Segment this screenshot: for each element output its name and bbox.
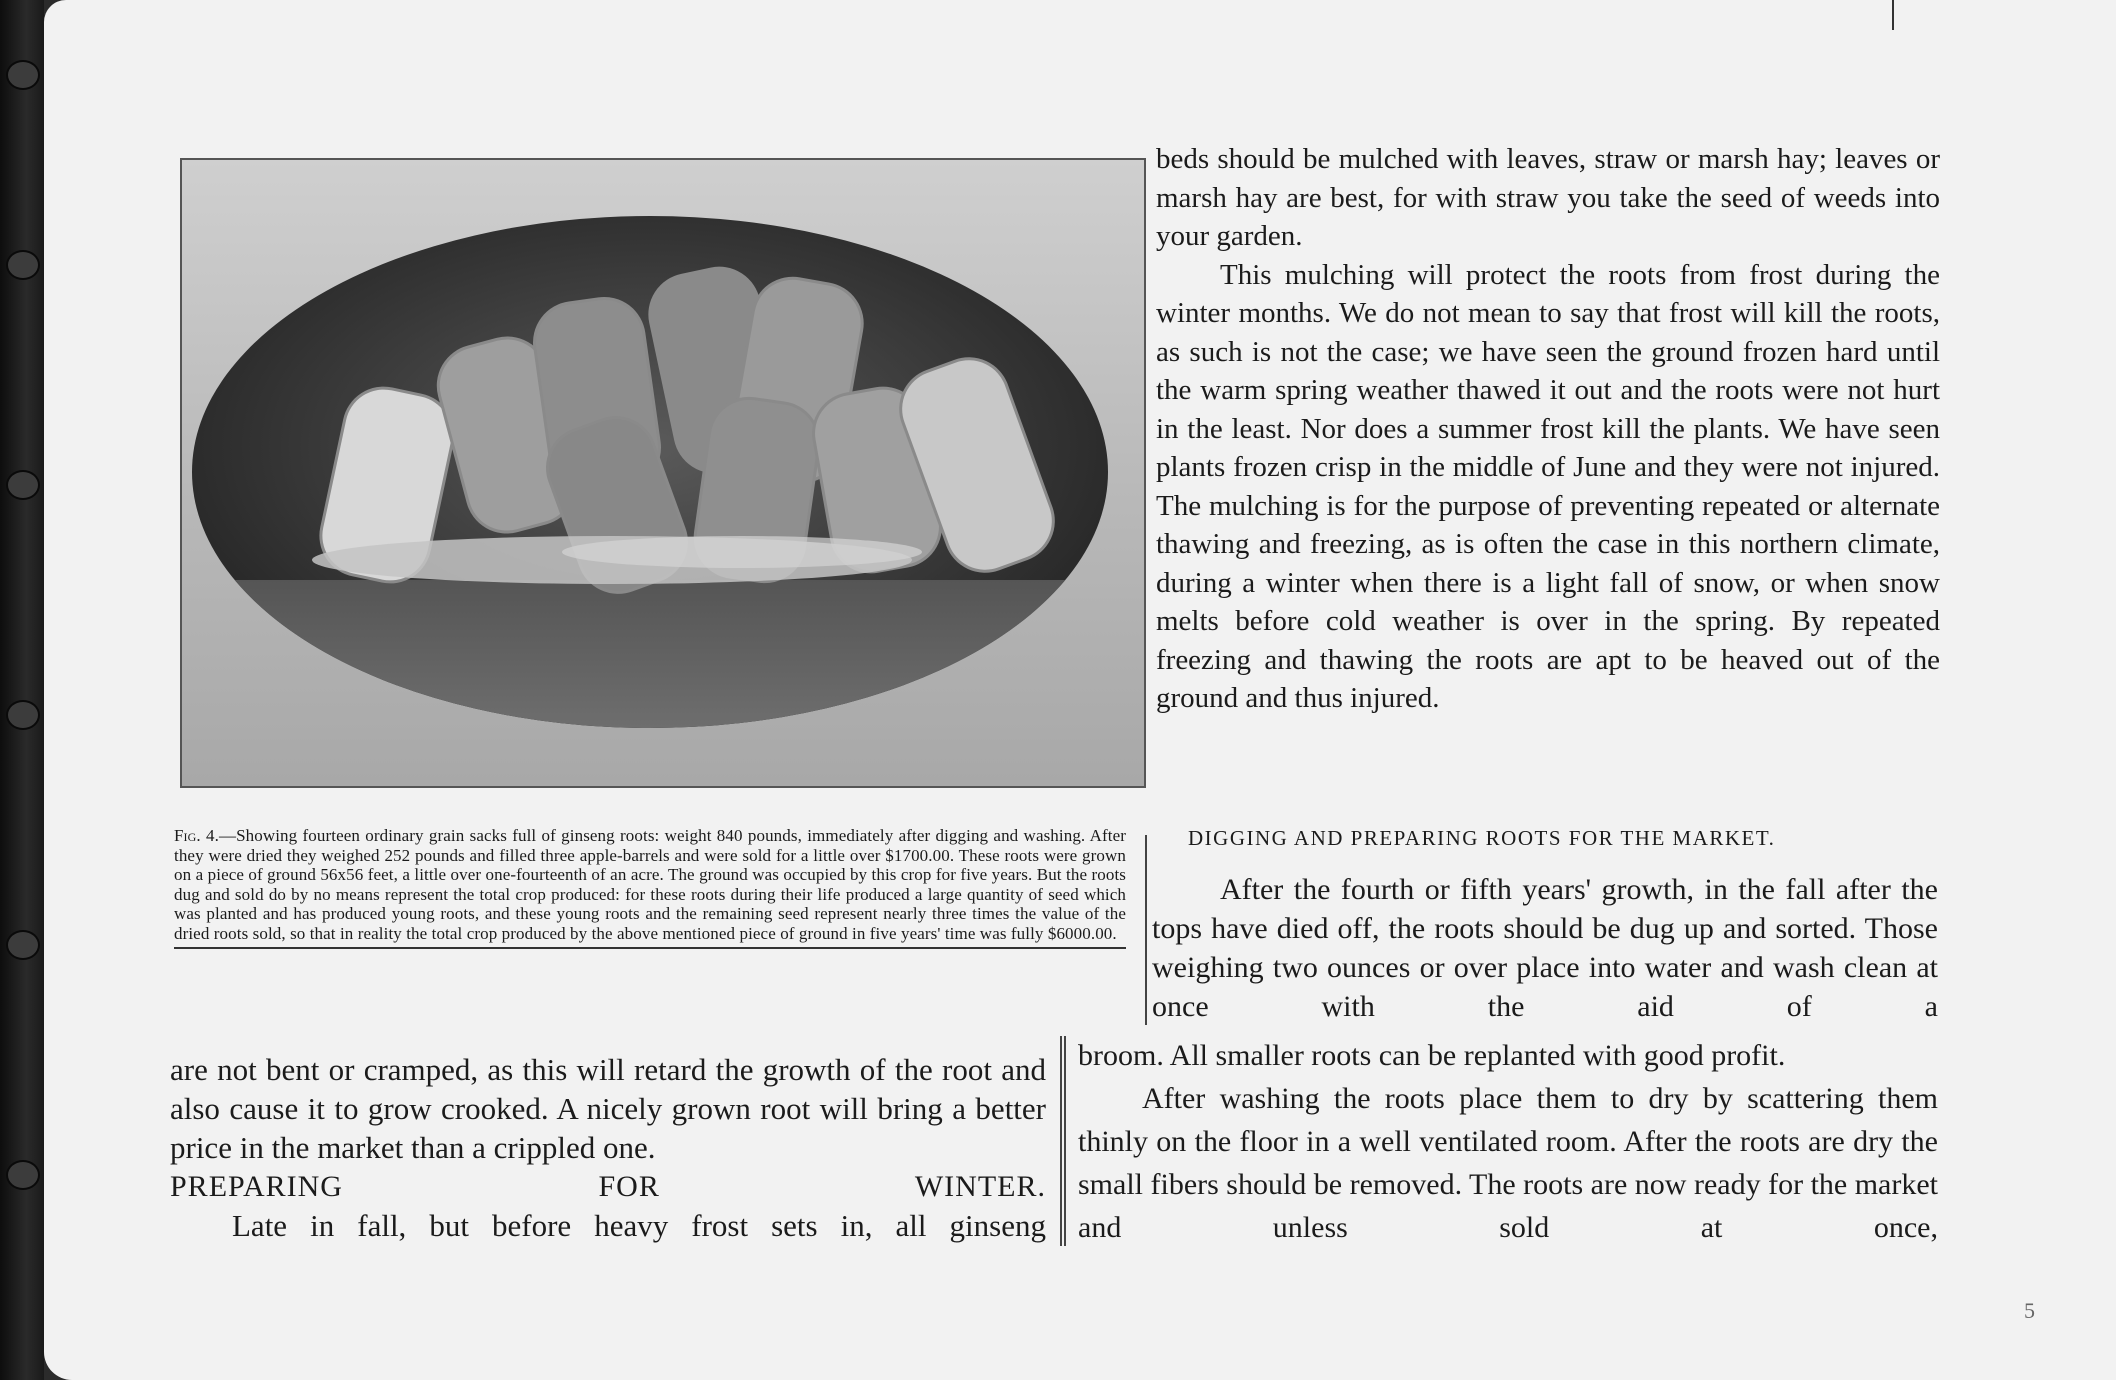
paragraph: are not bent or cramped, as this will retard the growth of the root and also cause it to grow crooked. A nicely grown root will bring a better price in the market than a crippled one. <box>170 1052 1046 1165</box>
binding-hole <box>6 1160 40 1190</box>
paragraph: After the fourth or fifth years' growth, in the fall after the tops have died off, the roots should be dug up and sorted. Those weighing two ounces or over place into water and wash clean at once with the aid of a <box>1152 873 1938 1023</box>
page-mark <box>1892 0 1894 30</box>
binding-hole <box>6 470 40 500</box>
figure-caption <box>174 826 1126 949</box>
paragraph: Late in fall, but before heavy frost sets in, all ginseng <box>232 1208 1046 1243</box>
binding-hole <box>6 250 40 280</box>
paragraph: After washing the roots place them to dry by scattering them thinly on the floor in a well ventilated room. After the roots are dry the small fibers should be removed. The roots are now ready for the market and unless sold at once, <box>1078 1082 1939 1244</box>
section-heading-digging: DIGGING AND PREPARING ROOTS FOR THE MARKET. <box>1188 826 1776 850</box>
figure-label: Fig. 4. <box>174 826 219 845</box>
paragraph: beds should be mulched with leaves, straw or marsh hay; leaves or marsh hay are best, for with straw you take the seed of weeds into your garden. <box>1156 143 1940 252</box>
ginseng-sacks-illustration <box>182 160 1144 786</box>
column-divider <box>1145 835 1147 1025</box>
ginseng-photo <box>180 158 1146 788</box>
paragraph: This mulching will protect the roots from frost during the winter months. We do not mean to say that frost will kill the roots, as such is not the case; we have seen the ground frozen hard until the warm spring weather thawed it out and the roots were not hurt in the least. Nor does a summer frost kill the plants. We have seen plants frozen crisp in the middle of June and they were not injured. The mulching is for the purpose of preventing repeated or alternate thawing and freezing, as is often the case in this northern climate, during a winter when there is a light fall of snow, or when snow melts before cold weather is over in the spring. By repeated freezing and thawing the roots are apt to be heaved out of the ground and thus injured. <box>1156 258 1940 714</box>
right-column-bottom <box>1078 1034 1938 1249</box>
binding-hole <box>6 700 40 730</box>
spiral-binding <box>0 0 44 1380</box>
figure-caption-text: —Showing fourteen ordinary grain sacks full of ginseng roots: weight 840 pounds, immediately after digging and washing. After they were dried they weighed 252 pounds and filled three apple-barrels and were sold for a little over $1700.00. These roots were grown on a piece of ground 56x56 feet, a little over one-fourteenth of an acre. The ground was occupied by this crop for five years. But the roots dug and sold do by no means represent the total crop produced: for these roots during their life produced a large quantity of seed which was planted and has produced young roots, and these young roots and the remaining seed represent nearly three times the value of the dried roots sold, so that in reality the total crop produced by the above mentioned piece of ground in five years' time was fully $6000.00. <box>174 826 1126 943</box>
section-heading-winter: PREPARING FOR WINTER. <box>170 1170 1046 1203</box>
left-column-bottom <box>170 1050 1046 1245</box>
paragraph: broom. All smaller roots can be replanted with good profit. <box>1078 1039 1786 1072</box>
binding-hole <box>6 60 40 90</box>
page-number: 5 <box>2024 1298 2035 1323</box>
column-divider-double <box>1060 1036 1066 1246</box>
right-column-middle <box>1152 870 1938 1026</box>
binding-hole <box>6 930 40 960</box>
right-column-top <box>1156 140 1940 718</box>
